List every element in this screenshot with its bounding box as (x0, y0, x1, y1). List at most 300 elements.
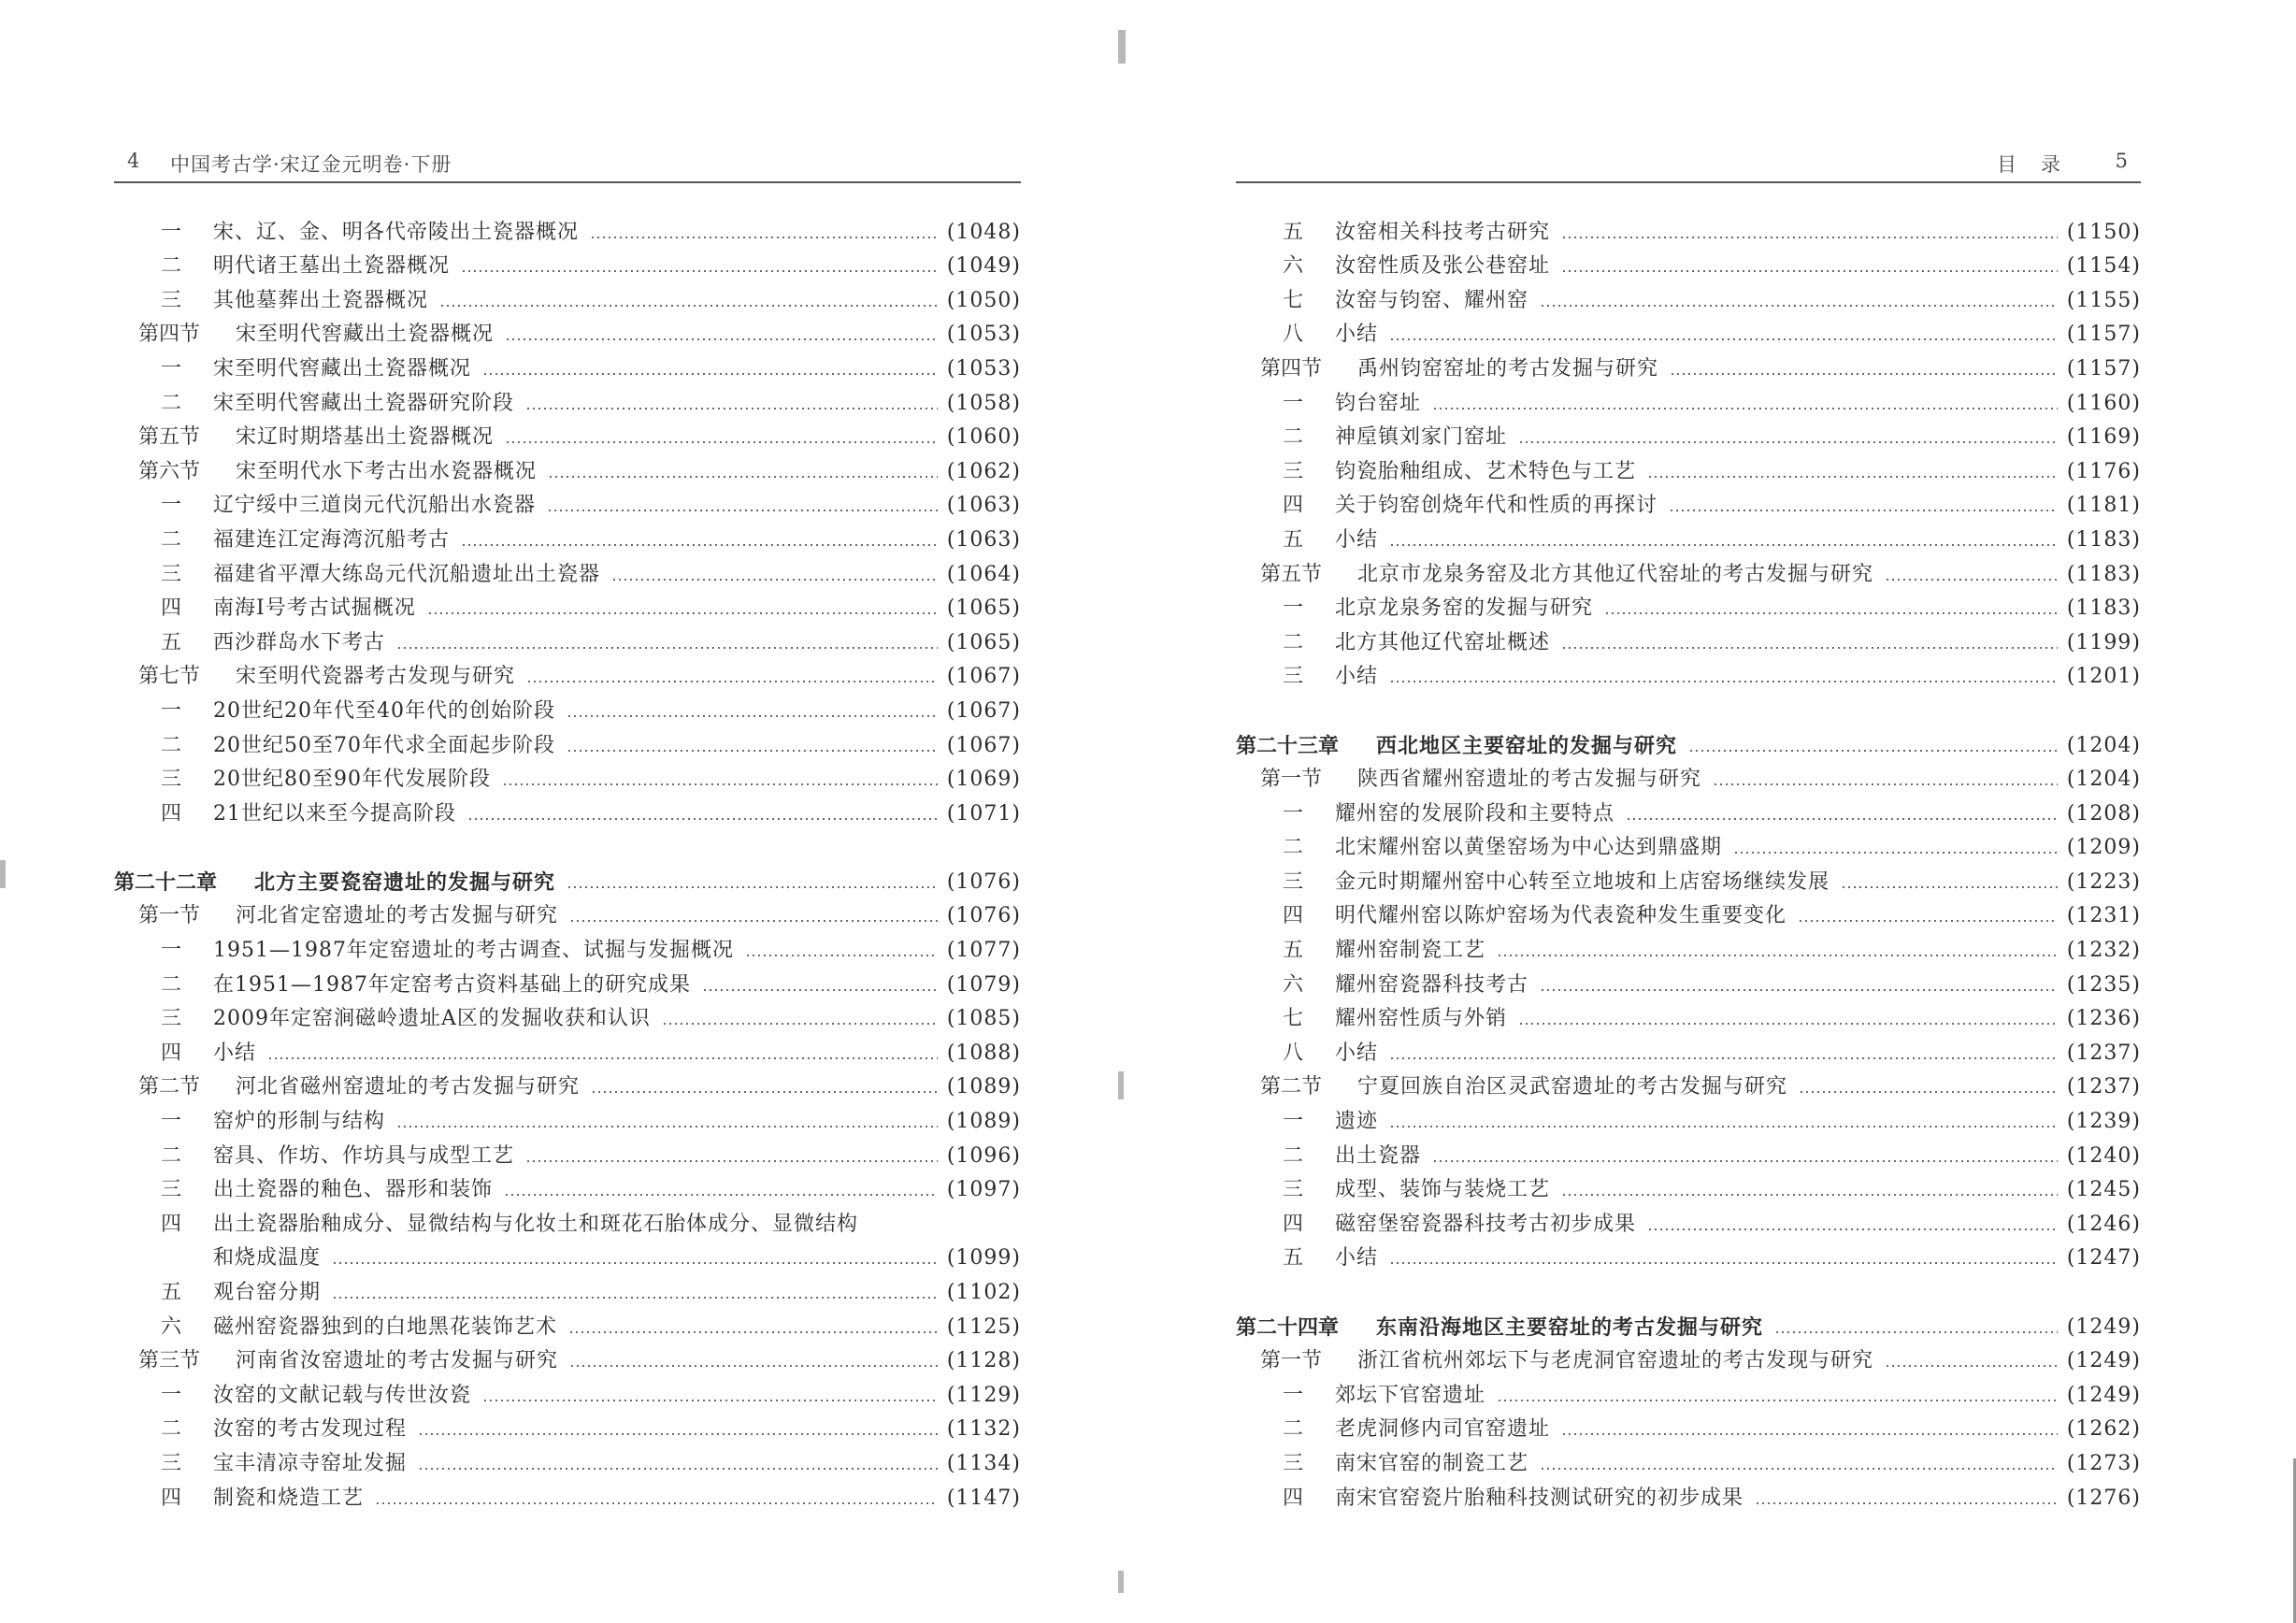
entry-page-number: (1231) (2066, 904, 2141, 928)
entry-label: 三 (1283, 1178, 1304, 1202)
dot-leader (1497, 1400, 2058, 1401)
entry-title: 20世纪20年代至40年代的创始阶段 (213, 698, 555, 723)
toc-subsection-entry (114, 929, 1021, 964)
entry-title: 磁州窑瓷器独到的白地黑花装饰艺术 (213, 1314, 558, 1339)
entry-page-number: (1235) (2066, 972, 2141, 997)
toc-subsection-entry (1236, 1374, 2141, 1409)
toc-list-right (1236, 211, 2141, 1512)
entry-label: 一 (1283, 596, 1304, 621)
dot-leader (332, 1297, 938, 1299)
entry-page-number: (1069) (946, 768, 1021, 792)
toc-subsection-entry (1236, 314, 2141, 349)
dot-leader (745, 955, 938, 956)
toc-subsection-entry (1236, 588, 2141, 623)
toc-section-entry (1236, 1341, 2141, 1375)
dot-leader (439, 305, 938, 307)
entry-label: 二 (1283, 1417, 1304, 1442)
dot-leader (1389, 544, 2058, 546)
dot-leader (1561, 1433, 2058, 1435)
entry-title: 小结 (1335, 665, 1379, 689)
entry-title: 河北省磁州窑遗址的考古发掘与研究 (236, 1075, 581, 1099)
dot-leader (1561, 1194, 2058, 1196)
entry-page-number: (1096) (946, 1143, 1021, 1168)
entry-title: 耀州窑制瓷工艺 (1335, 939, 1486, 963)
entry-page-number: (1176) (2066, 459, 2141, 483)
entry-label: 第一节 (138, 904, 201, 928)
entry-label: 第一节 (1260, 768, 1323, 792)
running-head-right (1236, 148, 2141, 183)
entry-label: 四 (161, 596, 182, 621)
entry-page-number: (1223) (2066, 869, 2141, 894)
entry-label: 三 (161, 768, 182, 792)
dot-leader (1432, 1160, 2058, 1162)
entry-title: 钧瓷胎釉组成、艺术特色与工艺 (1335, 459, 1637, 483)
toc-subsection-entry (114, 1203, 1021, 1238)
entry-label: 二 (161, 972, 182, 997)
entry-page-number: (1067) (946, 665, 1021, 689)
dot-leader (482, 1400, 938, 1401)
entry-label: 三 (1283, 1451, 1304, 1475)
entry-title: 神垕镇刘家门窑址 (1335, 425, 1508, 450)
dot-leader (1561, 647, 2058, 649)
entry-title: 福建省平潭大练岛元代沉船遗址出土瓷器 (213, 562, 601, 586)
toc-subsection-entry (114, 211, 1021, 246)
entry-page-number: (1099) (946, 1246, 1021, 1271)
toc-subsection-entry (114, 1306, 1021, 1341)
dot-leader (1518, 1023, 2058, 1025)
entry-label: 六 (161, 1314, 182, 1339)
toc-subsection-entry (114, 382, 1021, 417)
entry-page-number: (1077) (946, 939, 1021, 963)
entry-label: 二 (161, 733, 182, 757)
toc-subsection-entry (114, 1374, 1021, 1409)
toc-subsection-entry (1236, 964, 2141, 998)
entry-title: 小结 (1335, 1041, 1379, 1065)
entry-label: 第三节 (138, 1349, 201, 1373)
page-number: 4 (127, 150, 140, 172)
entry-label: 五 (1283, 939, 1304, 963)
entry-title: 小结 (1335, 527, 1379, 552)
right-page (1112, 0, 2296, 1623)
entry-page-number: (1262) (2066, 1417, 2141, 1442)
toc-subsection-entry (114, 588, 1021, 623)
dot-leader (525, 408, 938, 409)
toc-subsection-entry (114, 759, 1021, 794)
entry-page-number: (1237) (2066, 1041, 2141, 1065)
entry-label: 一 (161, 220, 182, 244)
dot-leader (1774, 1331, 2058, 1333)
gutter-mark (1118, 30, 1126, 64)
entry-title: 观台窑分期 (213, 1281, 322, 1304)
entry-page-number: (1246) (2066, 1212, 2141, 1236)
entry-label: 第二十四章 (1236, 1314, 1340, 1340)
entry-label: 二 (161, 1417, 182, 1442)
entry-label: 六 (1283, 972, 1304, 997)
running-title: 中国考古学·宋辽金元明卷·下册 (170, 153, 452, 176)
dot-leader (1885, 579, 2058, 581)
entry-page-number: (1232) (2066, 939, 2141, 963)
entry-title: 北宋耀州窑以黄堡窑场为中心达到鼎盛期 (1335, 836, 1723, 860)
entry-page-number: (1053) (946, 356, 1021, 381)
entry-page-number: (1249) (2066, 1383, 2141, 1407)
entry-label: 第二十二章 (114, 869, 218, 895)
dot-leader (526, 681, 938, 682)
entry-page-number: (1063) (946, 494, 1021, 518)
entry-label: 一 (161, 494, 182, 518)
entry-title: 2009年定窑涧磁岭遗址A区的发掘收获和认识 (213, 1007, 651, 1031)
entry-label: 二 (161, 1143, 182, 1168)
running-title: 目录 (1997, 153, 2085, 176)
dot-leader (1798, 920, 2058, 922)
entry-page-number: (1053) (946, 323, 1021, 347)
toc-subsection-entry (114, 1238, 1021, 1272)
entry-label: 二 (161, 391, 182, 415)
dot-leader (1540, 1468, 2058, 1470)
dot-leader (1669, 510, 2058, 511)
entry-page-number: (1076) (946, 869, 1021, 894)
entry-title: 宋至明代窖藏出土瓷器概况 (213, 356, 472, 381)
entry-page-number: (1239) (2066, 1110, 2141, 1134)
toc-subsection-entry (114, 690, 1021, 725)
entry-title: 陕西省耀州窑遗址的考古发掘与研究 (1357, 768, 1702, 792)
entry-title: 和烧成温度 (213, 1246, 322, 1271)
entry-label: 四 (161, 1212, 182, 1236)
entry-label: 四 (161, 801, 182, 826)
toc-section-entry (114, 896, 1021, 930)
toc-subsection-entry (114, 519, 1021, 553)
entry-label: 一 (1283, 1383, 1304, 1407)
toc-subsection-entry (1236, 1443, 2141, 1477)
entry-title: 西北地区主要窑址的发掘与研究 (1376, 733, 1678, 758)
entry-page-number: (1058) (946, 391, 1021, 415)
dot-leader (1389, 338, 2058, 340)
entry-title: 成型、装饰与装烧工艺 (1335, 1178, 1551, 1202)
dot-leader (375, 1502, 938, 1504)
dot-leader (461, 270, 938, 272)
toc-subsection-entry (1236, 827, 2141, 862)
entry-page-number: (1199) (2066, 630, 2141, 654)
dot-leader (427, 612, 938, 614)
entry-page-number: (1063) (946, 527, 1021, 552)
entry-title: 明代诸王墓出土瓷器概况 (213, 254, 451, 279)
entry-page-number: (1169) (2066, 425, 2141, 450)
toc-subsection-entry (1236, 211, 2141, 246)
dot-leader (662, 1023, 938, 1025)
dot-leader (1841, 886, 2058, 888)
entry-page-number: (1183) (2066, 596, 2141, 621)
entry-page-number: (1183) (2066, 527, 2141, 552)
dot-leader (702, 989, 938, 991)
entry-label: 三 (161, 288, 182, 312)
toc-subsection-entry (114, 1135, 1021, 1170)
entry-page-number: (1240) (2066, 1143, 2141, 1168)
entry-page-number: (1088) (946, 1041, 1021, 1065)
dot-leader (611, 579, 938, 581)
entry-label: 第五节 (138, 425, 201, 450)
entry-title: 明代耀州窑以陈炉窑场为代表瓷种发生重要变化 (1335, 904, 1787, 928)
toc-section-entry (114, 1067, 1021, 1101)
toc-subsection-entry (1236, 861, 2141, 896)
dot-leader (1647, 476, 2058, 478)
entry-page-number: (1128) (946, 1349, 1021, 1373)
entry-title: 郊坛下官窑遗址 (1335, 1383, 1486, 1407)
entry-page-number: (1249) (2066, 1314, 2141, 1339)
entry-label: 一 (161, 698, 182, 723)
dot-leader (1647, 1228, 2058, 1230)
dot-leader (1432, 408, 2058, 409)
toc-chapter-entry (114, 861, 1021, 896)
entry-page-number: (1249) (2066, 1349, 2141, 1373)
entry-page-number: (1208) (2066, 801, 2141, 826)
entry-label: 三 (161, 1007, 182, 1031)
entry-title: 在1951—1987年定窑考古资料基础上的研究成果 (213, 972, 691, 997)
entry-label: 一 (161, 939, 182, 963)
entry-page-number: (1049) (946, 254, 1021, 279)
entry-title: 宋至明代水下考古出水瓷器概况 (236, 459, 538, 483)
entry-label: 三 (1283, 665, 1304, 689)
entry-label: 一 (161, 1110, 182, 1134)
entry-page-number: (1048) (946, 220, 1021, 244)
entry-page-number: (1089) (946, 1110, 1021, 1134)
entry-page-number: (1102) (946, 1281, 1021, 1304)
entry-label: 二 (161, 254, 182, 279)
entry-title: 21世纪以来至今提高阶段 (213, 801, 456, 826)
entry-page-number: (1204) (2066, 733, 2141, 757)
entry-page-number: (1064) (946, 562, 1021, 586)
entry-title: 金元时期耀州窑中心转至立地坡和上店窑场继续发展 (1335, 869, 1830, 894)
entry-label: 五 (1283, 1246, 1304, 1271)
toc-subsection-entry (1236, 1238, 2141, 1272)
entry-page-number: (1276) (2066, 1486, 2141, 1510)
entry-title: 耀州窑的发展阶段和主要特点 (1335, 801, 1615, 826)
toc-subsection-entry (1236, 1032, 2141, 1067)
toc-subsection-entry (1236, 896, 2141, 930)
entry-title: 小结 (213, 1041, 257, 1065)
entry-title: 制瓷和烧造工艺 (213, 1486, 365, 1510)
entry-label: 四 (161, 1486, 182, 1510)
dot-leader (547, 510, 938, 511)
entry-label: 第四节 (1260, 356, 1323, 381)
entry-page-number: (1065) (946, 630, 1021, 654)
entry-label: 七 (1283, 1007, 1304, 1031)
toc-subsection-entry (1236, 417, 2141, 452)
entry-label: 二 (1283, 1143, 1304, 1168)
dot-leader (548, 476, 938, 478)
dot-leader (332, 1262, 938, 1264)
entry-page-number: (1155) (2066, 288, 2141, 312)
entry-title: 南宋官窑瓷片胎釉科技测试研究的初步成果 (1335, 1486, 1744, 1510)
dot-leader (502, 783, 938, 785)
toc-section-entry (114, 314, 1021, 349)
entry-page-number: (1157) (2066, 356, 2141, 381)
entry-page-number: (1236) (2066, 1007, 2141, 1031)
toc-section-entry (1236, 1067, 2141, 1101)
entry-label: 四 (161, 1041, 182, 1065)
dot-leader (1626, 818, 2058, 820)
dot-leader (418, 1433, 938, 1435)
entry-page-number: (1062) (946, 459, 1021, 483)
dot-leader (525, 1160, 938, 1162)
entry-label: 五 (161, 1281, 182, 1304)
dot-leader (1518, 441, 2058, 443)
dot-leader (1670, 373, 2058, 375)
entry-label: 四 (1283, 1212, 1304, 1236)
entry-page-number: (1050) (946, 288, 1021, 312)
entry-page-number: (1065) (946, 596, 1021, 621)
toc-section-entry (114, 451, 1021, 485)
entry-page-number: (1273) (2066, 1451, 2141, 1475)
entry-label: 四 (1283, 1486, 1304, 1510)
toc-subsection-entry (1236, 1477, 2141, 1512)
entry-label: 第六节 (138, 459, 201, 483)
entry-page-number: (1060) (946, 425, 1021, 450)
toc-subsection-entry (1236, 793, 2141, 827)
entry-page-number: (1071) (946, 801, 1021, 826)
entry-label: 一 (1283, 1110, 1304, 1134)
entry-title: 南海Ⅰ号考古试掘概况 (213, 596, 416, 621)
entry-page-number: (1085) (946, 1007, 1021, 1031)
dot-leader (418, 1468, 938, 1470)
entry-title: 北京市龙泉务窑及北方其他辽代窑址的考古发掘与研究 (1357, 562, 1874, 586)
dot-leader (569, 1365, 938, 1367)
entry-title: 20世纪50至70年代求全面起步阶段 (213, 733, 555, 757)
dot-leader (267, 1057, 938, 1059)
entry-title: 北方其他辽代窑址概述 (1335, 630, 1551, 654)
entry-label: 三 (161, 1178, 182, 1202)
entry-label: 三 (1283, 459, 1304, 483)
entry-title: 北方主要瓷窑遗址的发掘与研究 (254, 869, 556, 895)
entry-title: 南宋官窑的制瓷工艺 (1335, 1451, 1529, 1475)
gutter-mark (1118, 1071, 1124, 1099)
left-page (0, 0, 1075, 1623)
entry-page-number: (1089) (946, 1075, 1021, 1099)
entry-title: 磁窑堡窑瓷器科技考古初步成果 (1335, 1212, 1637, 1236)
toc-subsection-entry (1236, 622, 2141, 656)
entry-label: 五 (1283, 527, 1304, 552)
page-number: 5 (2115, 150, 2128, 172)
entry-title: 老虎洞修内司官窑遗址 (1335, 1417, 1551, 1442)
entry-title: 宋辽时期塔基出土瓷器概况 (236, 425, 495, 450)
entry-page-number: (1147) (946, 1486, 1021, 1510)
entry-page-number: (1204) (2066, 768, 2141, 792)
entry-title: 耀州窑瓷器科技考古 (1335, 972, 1529, 997)
entry-page-number: (1245) (2066, 1178, 2141, 1202)
entry-title: 宋、辽、金、明各代帝陵出土瓷器概况 (213, 220, 580, 244)
dot-leader (567, 886, 938, 888)
entry-label: 第一节 (1260, 1349, 1323, 1373)
entry-page-number: (1079) (946, 972, 1021, 997)
entry-title: 汝窑与钧窑、耀州窑 (1335, 288, 1529, 312)
entry-title: 汝窑的文献记载与传世汝瓷 (213, 1383, 472, 1407)
toc-subsection-entry (114, 280, 1021, 314)
entry-title: 窑具、作坊、作坊具与成型工艺 (213, 1143, 515, 1168)
entry-page-number: (1067) (946, 733, 1021, 757)
entry-page-number: (1183) (2066, 562, 2141, 586)
entry-label: 三 (161, 562, 182, 586)
dot-leader (1540, 989, 2058, 991)
entry-page-number: (1237) (2066, 1075, 2141, 1099)
toc-subsection-entry (114, 1443, 1021, 1477)
entry-title: 宋至明代窖藏出土瓷器概况 (236, 323, 495, 347)
entry-title: 东南沿海地区主要窑址的考古发掘与研究 (1376, 1314, 1764, 1340)
entry-title: 出土瓷器胎釉成分、显微结构与化妆土和斑花石胎体成分、显微结构 (213, 1212, 859, 1236)
toc-section-entry (1236, 553, 2141, 588)
entry-title: 河南省汝窑遗址的考古发掘与研究 (236, 1349, 559, 1373)
entry-label: 五 (161, 630, 182, 654)
entry-page-number: (1132) (946, 1417, 1021, 1442)
entry-page-number: (1209) (2066, 836, 2141, 860)
entry-title: 出土瓷器的釉色、器形和装饰 (213, 1178, 494, 1202)
dot-leader (567, 750, 938, 752)
toc-chapter-entry (1236, 725, 2141, 759)
entry-label: 二 (1283, 630, 1304, 654)
toc-subsection-entry (1236, 1135, 2141, 1170)
entry-label: 一 (1283, 391, 1304, 415)
entry-title: 禹州钧窑窑址的考古发掘与研究 (1357, 356, 1659, 381)
entry-title: 浙江省杭州郊坛下与老虎洞官窑遗址的考古发现与研究 (1357, 1349, 1874, 1373)
toc-subsection-entry (1236, 1100, 2141, 1135)
entry-title: 汝窑相关科技考古研究 (1335, 220, 1551, 244)
entry-title: 汝窑性质及张公巷窑址 (1335, 254, 1551, 279)
entry-page-number: (1076) (946, 904, 1021, 928)
toc-subsection-entry (114, 1271, 1021, 1306)
entry-label: 四 (1283, 904, 1304, 928)
gutter-mark (1118, 1571, 1124, 1593)
entry-page-number: (1201) (2066, 665, 2141, 689)
entry-page-number: (1181) (2066, 494, 2141, 518)
toc-subsection-entry (114, 348, 1021, 382)
dot-leader (1561, 270, 2058, 272)
entry-label: 第七节 (138, 665, 201, 689)
dot-leader (1540, 305, 2058, 307)
entry-label: 一 (1283, 801, 1304, 826)
toc-subsection-entry (114, 246, 1021, 280)
entry-label: 第四节 (138, 323, 201, 347)
dot-leader (482, 373, 938, 375)
entry-page-number: (1067) (946, 698, 1021, 723)
entry-title: 宋至明代瓷器考古发现与研究 (236, 665, 516, 689)
dot-leader (1389, 1126, 2058, 1127)
entry-label: 第二十三章 (1236, 733, 1340, 758)
dot-leader (396, 1126, 938, 1127)
toc-list-left (114, 211, 1021, 1512)
toc-subsection-entry (114, 998, 1021, 1033)
dot-leader (1755, 1502, 2058, 1504)
dot-leader (1389, 1262, 2058, 1264)
dot-leader (1688, 750, 2058, 752)
toc-subsection-entry (1236, 1170, 2141, 1204)
entry-title: 北京龙泉务窑的发掘与研究 (1335, 596, 1594, 621)
dot-leader (505, 441, 938, 443)
entry-page-number: (1247) (2066, 1246, 2141, 1271)
toc-subsection-entry (114, 964, 1021, 998)
toc-subsection-entry (1236, 382, 2141, 417)
toc-chapter-entry (1236, 1306, 2141, 1341)
toc-subsection-entry (114, 1100, 1021, 1135)
dot-leader (1389, 1057, 2058, 1059)
entry-page-number: (1157) (2066, 323, 2141, 347)
entry-title: 20世纪80至90年代发展阶段 (213, 768, 491, 792)
entry-title: 宁夏回族自治区灵武窑遗址的考古发掘与研究 (1357, 1075, 1788, 1099)
entry-page-number: (1154) (2066, 254, 2141, 279)
toc-subsection-entry (1236, 280, 2141, 314)
dot-leader (467, 818, 938, 820)
entry-label: 一 (161, 356, 182, 381)
entry-label: 八 (1283, 1041, 1304, 1065)
dot-leader (396, 647, 938, 649)
entry-title: 宝丰清凉寺窑址发掘 (213, 1451, 408, 1475)
dot-leader (504, 1194, 938, 1196)
